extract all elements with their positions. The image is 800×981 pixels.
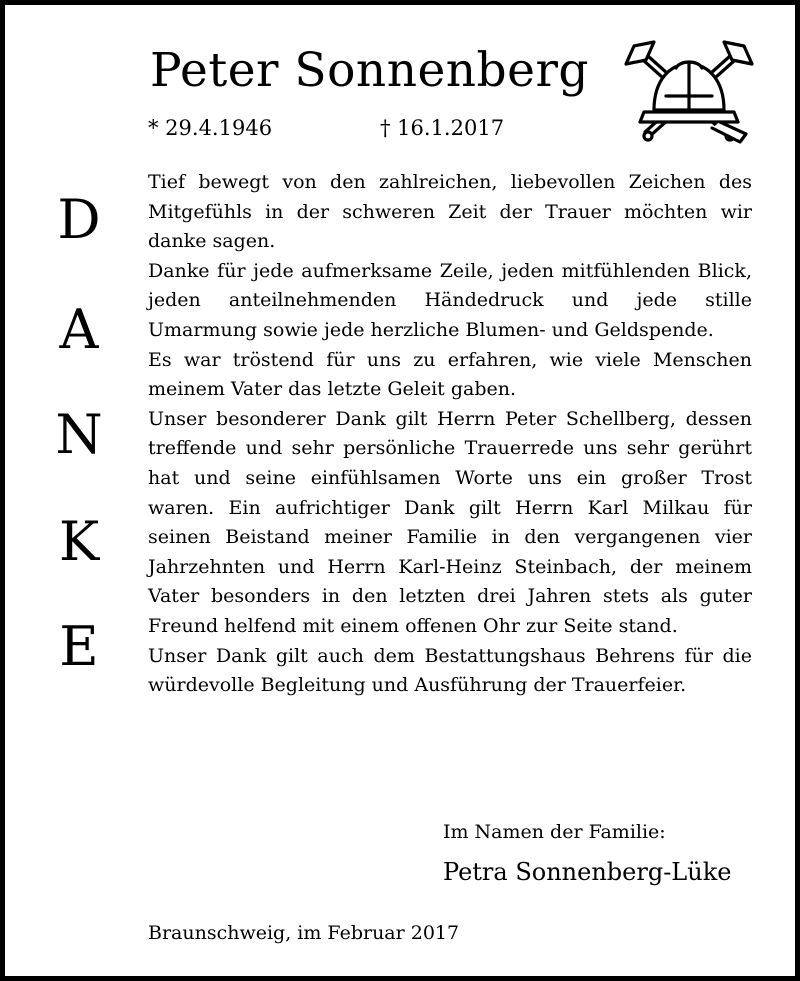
paragraph: Unser Dank gilt auch dem Bestattungshaus Behrens für die würdevolle Begleitung und Ausführung der Trauerfeier. bbox=[148, 644, 752, 697]
danke-letter-a: A bbox=[59, 298, 99, 361]
birth-date: * 29.4.1946 bbox=[148, 116, 273, 140]
paragraph: Es war tröstend für uns zu erfahren, wie viele Menschen meinem Vater das letzte Geleit gaben. bbox=[148, 348, 752, 401]
paragraph: Danke für jede aufmerksame Zeile, jeden mitfühlenden Blick, jeden anteilnehmenden Händedruck und jede stille Umarmung sowie jede herzliche Blumen- und Geldspende. bbox=[148, 259, 752, 341]
closing-line: Im Namen der Familie: bbox=[443, 821, 666, 843]
signature: Petra Sonnenberg-Lüke bbox=[443, 858, 732, 886]
paragraph: Tief bewegt von den zahlreichen, liebevollen Zeichen des Mitgefühls in der schweren Zeit der Trauer möchten wir danke sagen. bbox=[148, 171, 752, 253]
thank-you-text bbox=[148, 168, 752, 701]
place-and-date: Braunschweig, im Februar 2017 bbox=[148, 922, 460, 944]
danke-letter-d: D bbox=[57, 188, 101, 251]
firefighter-helmet-crossed-axes-icon bbox=[620, 38, 758, 150]
deceased-name: Peter Sonnenberg bbox=[150, 43, 590, 98]
danke-letter-n: N bbox=[55, 403, 103, 466]
paragraph: Unser besonderer Dank gilt Herrn Peter Schellberg, dessen treffende und sehr persönliche Trauerrede uns sehr gerührt hat und seine einfühlsamen Worte uns ein großer Trost waren. Ein aufrichtiger Dank gilt Herrn Karl Milkau für seinen Beistand meiner Familie in den vergangenen vier Jahrzehnten und Herrn Karl-Heinz Steinbach, der meinem Vater besonders in den letzten drei Jahren stets als guter Freund helfend mit einem offenen Ohr zur Seite stand. bbox=[148, 407, 752, 637]
danke-letter-k: K bbox=[58, 510, 100, 573]
death-date: † 16.1.2017 bbox=[380, 116, 505, 140]
danke-letter-e: E bbox=[59, 615, 99, 678]
